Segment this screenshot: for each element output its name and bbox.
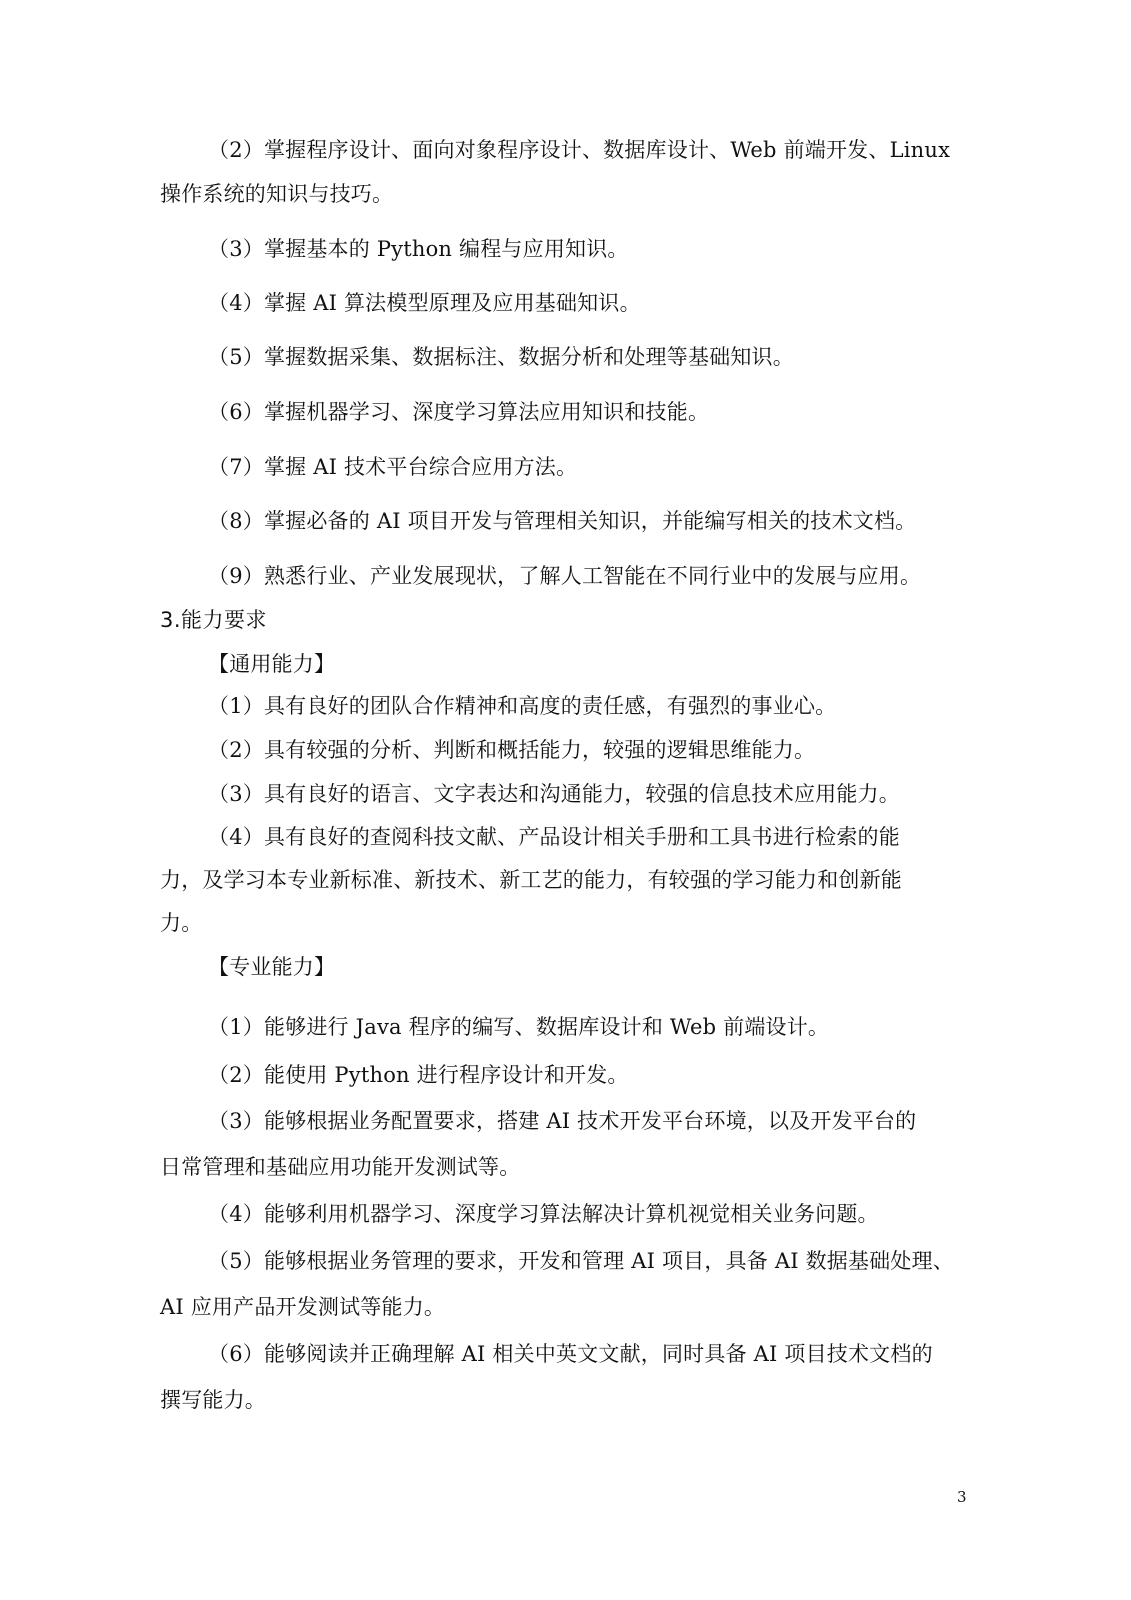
general-ability-4-line-2: 力，及学习本专业新标准、新技术、新工艺的能力，有较强的学习能力和创新能: [160, 868, 902, 892]
professional-ability-title: 【专业能力】: [208, 955, 336, 979]
professional-ability-1: （1）能够进行 Java 程序的编写、数据库设计和 Web 前端设计。: [208, 1015, 830, 1039]
professional-ability-6-line-1: （6）能够阅读并正确理解 AI 相关中英文文献，同时具备 AI 项目技术文档的: [208, 1342, 933, 1366]
knowledge-item-9: （9）熟悉行业、产业发展现状，了解人工智能在不同行业中的发展与应用。: [208, 564, 922, 588]
professional-ability-4: （4）能够利用机器学习、深度学习算法解决计算机视觉相关业务问题。: [208, 1202, 879, 1226]
professional-ability-5-line-2: AI 应用产品开发测试等能力。: [160, 1295, 446, 1319]
general-ability-1: （1）具有良好的团队合作精神和高度的责任感，有强烈的事业心。: [208, 694, 837, 718]
knowledge-item-8: （8）掌握必备的 AI 项目开发与管理相关知识，并能编写相关的技术文档。: [208, 509, 917, 533]
knowledge-item-2-line-1: （2）掌握程序设计、面向对象程序设计、数据库设计、Web 前端开发、Linux: [208, 138, 951, 162]
page-number: 3: [957, 1488, 967, 1506]
knowledge-item-3: （3）掌握基本的 Python 编程与应用知识。: [208, 237, 629, 261]
knowledge-item-2-line-2: 操作系统的知识与技巧。: [160, 182, 394, 206]
professional-ability-3-line-2: 日常管理和基础应用功能开发测试等。: [160, 1155, 521, 1179]
professional-ability-2: （2）能使用 Python 进行程序设计和开发。: [208, 1063, 629, 1087]
knowledge-item-5: （5）掌握数据采集、数据标注、数据分析和处理等基础知识。: [208, 345, 794, 369]
general-ability-title: 【通用能力】: [208, 652, 336, 676]
general-ability-3: （3）具有良好的语言、文字表达和沟通能力，较强的信息技术应用能力。: [208, 782, 900, 806]
section-heading-ability: 3.能力要求: [160, 608, 268, 632]
knowledge-item-4: （4）掌握 AI 算法模型原理及应用基础知识。: [208, 291, 641, 315]
general-ability-4-line-3: 力。: [160, 911, 203, 935]
professional-ability-5-line-1: （5）能够根据业务管理的要求，开发和管理 AI 项目，具备 AI 数据基础处理、: [208, 1249, 954, 1273]
general-ability-4-line-1: （4）具有良好的查阅科技文献、产品设计相关手册和工具书进行检索的能: [208, 825, 900, 849]
knowledge-item-7: （7）掌握 AI 技术平台综合应用方法。: [208, 455, 578, 479]
professional-ability-3-line-1: （3）能够根据业务配置要求，搭建 AI 技术开发平台环境，以及开发平台的: [208, 1109, 917, 1133]
knowledge-item-6: （6）掌握机器学习、深度学习算法应用知识和技能。: [208, 400, 710, 424]
professional-ability-6-line-2: 撰写能力。: [160, 1388, 266, 1412]
general-ability-2: （2）具有较强的分析、判断和概括能力，较强的逻辑思维能力。: [208, 738, 816, 762]
